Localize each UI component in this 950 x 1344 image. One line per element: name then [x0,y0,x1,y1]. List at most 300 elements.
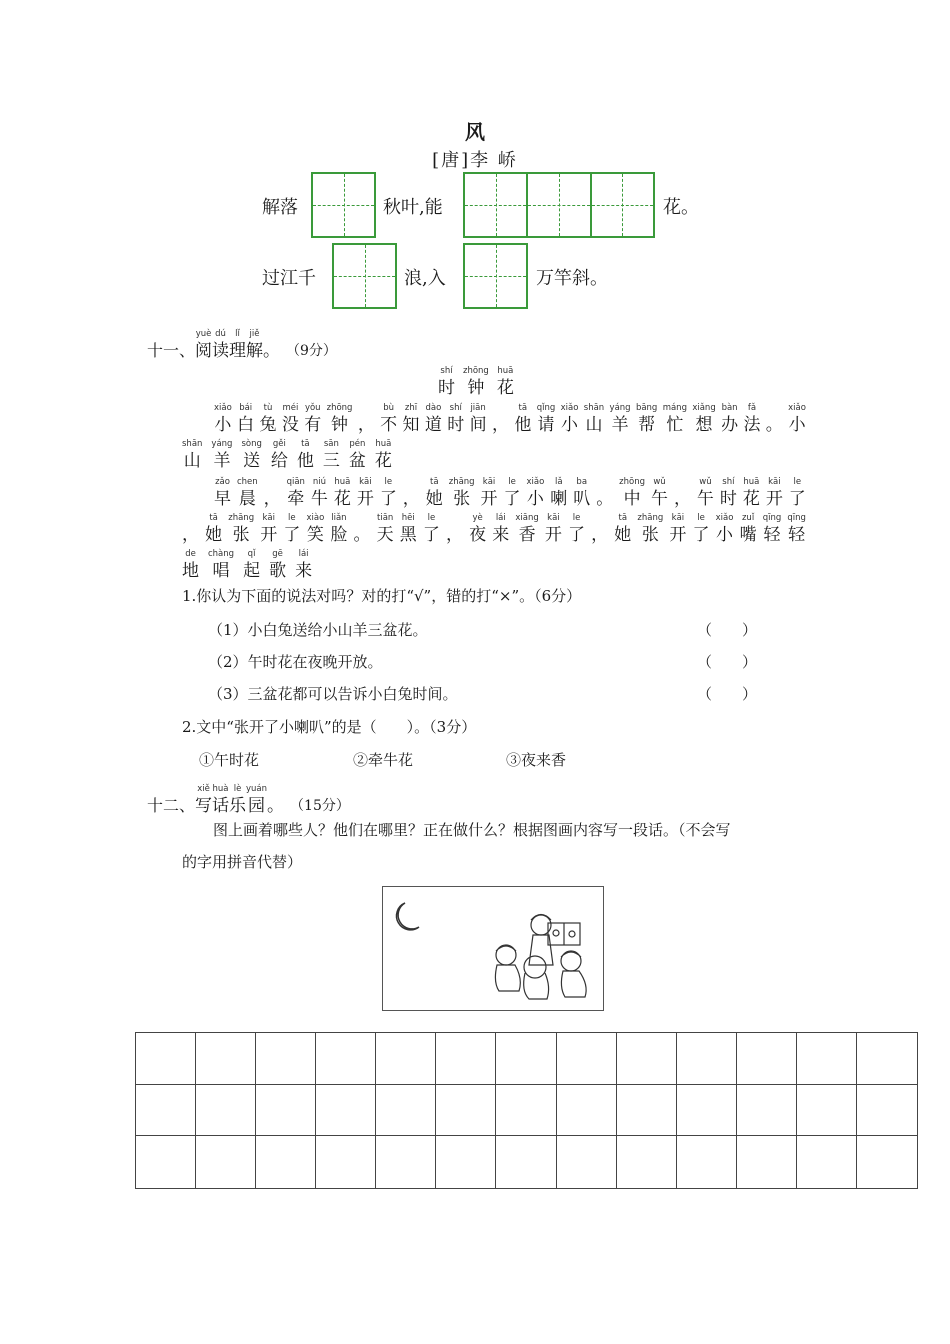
ruby-char [334,476,351,510]
hanzi: 香 [518,525,536,545]
ruby-char [358,402,375,436]
section-12-score: （15分） [290,798,350,814]
ruby-char [205,512,222,546]
pinyin: tā [618,513,628,523]
moon-icon [397,903,419,930]
pinyin: lè [233,784,242,794]
hanzi: 山 [183,451,201,471]
ruby-char [237,476,258,510]
hanzi: 不 [380,415,398,435]
poem-answer-box-3[interactable] [332,243,397,309]
pinyin: huà [212,784,229,794]
ruby-char [214,476,231,510]
ruby-char [515,512,538,546]
ruby-char [610,402,631,436]
hanzi: 笑 [306,525,324,545]
writing-cell[interactable] [797,1033,857,1085]
hanzi: 白 [237,415,255,435]
writing-cell[interactable] [797,1136,857,1188]
ruby-char [403,402,420,436]
option-1[interactable]: ①午时花 [199,751,260,769]
hanzi: 开 [480,489,498,509]
writing-cell[interactable] [256,1033,316,1085]
ruby-char [584,402,604,436]
hanzi: 花 [374,451,392,471]
hanzi: ， [263,489,281,509]
hanzi: 想 [695,415,713,435]
ruby-char [438,365,455,399]
hanzi: 午 [650,489,668,509]
pinyin: hēi [401,513,415,523]
ruby-char [720,476,737,510]
poem-answer-box-4[interactable] [463,243,528,309]
ruby-char [619,476,645,510]
hanzi: ， [357,415,375,435]
pinyin: zhōng [619,477,646,487]
ruby-char [297,438,314,472]
pinyin: kāi [671,513,685,523]
ruby-char [463,365,489,399]
ruby-char [447,402,464,436]
ruby-char [692,402,715,436]
pinyin: qǐ [247,549,256,559]
ruby-char [306,512,324,546]
hanzi: 时 [719,489,737,509]
writing-cell[interactable] [316,1033,376,1085]
hanzi: 盆 [348,451,366,471]
writing-cell[interactable] [737,1136,797,1188]
ruby-char [537,402,556,436]
poem-title: 风 [465,120,485,144]
pinyin: yè [472,513,483,523]
ruby-char [400,512,417,546]
poem-line1-part1: 解落 [262,197,298,218]
hanzi: ， [673,489,691,509]
hanzi: 了 [788,489,806,509]
ruby-char [182,438,202,472]
writing-cell[interactable] [557,1136,617,1188]
ruby-char [263,328,280,362]
ruby-char [492,402,509,436]
pinyin: ba [576,477,588,487]
children-storytelling-drawing [383,887,603,1010]
ruby-char [596,476,613,510]
pinyin: niú [312,477,326,487]
ruby-char [229,783,246,817]
hanzi: 歌 [269,561,287,581]
hanzi: 嘴 [739,525,757,545]
pinyin: pén [349,439,366,449]
hanzi: 帮 [638,415,656,435]
hanzi: ， [591,525,609,545]
pinyin: huā [497,366,514,376]
pinyin: zhōng [463,366,489,376]
poem-line2-part3: 万竿斜。 [536,268,608,289]
hanzi: 时 [447,415,465,435]
poem-line2-part2: 浪,入 [404,268,446,289]
pinyin: le [793,477,802,487]
hanzi: 早 [214,489,231,509]
story-para2-line2 [182,512,806,546]
hanzi: 轻 [788,525,806,545]
ruby-char [195,783,212,817]
ruby-char [260,512,277,546]
hanzi: 午 [696,489,714,509]
writing-cell[interactable] [376,1033,436,1085]
hanzi: 花 [333,489,351,509]
ruby-char [425,402,442,436]
poem-line2-part1: 过江千 [262,268,316,289]
question-1-item-2: （2）午时花在夜晚开放。 [208,653,383,671]
question-1-item-1: （1）小白兔送给小山羊三盆花。 [208,621,428,639]
writing-cell[interactable] [677,1085,737,1137]
ruby-char [637,512,663,546]
writing-cell[interactable] [376,1136,436,1188]
hanzi: 了 [568,525,586,545]
pinyin: shí [722,477,735,487]
writing-cell[interactable] [136,1136,196,1188]
ruby-char [663,402,687,436]
ruby-char [311,476,328,510]
writing-cell[interactable] [617,1085,677,1137]
pinyin: le [288,513,296,523]
pinyin: le [384,477,393,487]
pinyin: bàn [721,403,738,413]
writing-cell[interactable] [557,1085,617,1137]
writing-cell[interactable] [196,1136,256,1188]
section-12-title [195,783,284,817]
ruby-char [497,365,514,399]
ruby-char [212,328,229,362]
pinyin: le [508,477,516,487]
writing-cell[interactable] [196,1033,256,1085]
pinyin: xiǎo [715,513,734,523]
hanzi: 唱 [212,561,230,581]
ruby-char [246,783,267,817]
hanzi: 兔 [259,415,277,435]
writing-cell[interactable] [496,1085,556,1137]
pinyin: gěi [272,439,286,449]
pinyin: huā [334,477,351,487]
pinyin: jiě [249,329,260,339]
pinyin: le [427,513,436,523]
pinyin: máng [662,403,687,413]
ruby-char [182,512,199,546]
ruby-char [330,512,347,546]
hanzi: 送 [243,451,261,471]
writing-cell[interactable] [196,1085,256,1137]
answer-blank-2[interactable]: （ ） [697,653,758,671]
ruby-char [323,438,340,472]
hanzi: 了 [503,489,521,509]
writing-cell[interactable] [557,1033,617,1085]
ruby-char [380,476,397,510]
pinyin: huā [743,477,760,487]
ruby-char [743,402,760,436]
ruby-char [283,512,300,546]
pinyin: gē [272,549,283,559]
hanzi: 三 [322,451,340,471]
pinyin: qīng [787,513,806,523]
option-2[interactable]: ②牵牛花 [353,751,414,769]
poem-answer-box-1[interactable] [311,172,376,238]
section-12-label: 十二、 [147,796,196,815]
hanzi: 开 [356,489,374,509]
hanzi: 乐 [229,796,247,816]
pinyin: fǎ [747,403,757,413]
poem-line1-part3: 花。 [663,197,699,218]
pinyin: xiǎo [560,403,579,413]
pinyin: tā [518,403,528,413]
ruby-char [789,476,806,510]
pinyin: liǎn [331,513,347,523]
ruby-char [561,402,579,436]
writing-cell[interactable] [857,1033,917,1085]
ruby-char [246,328,263,362]
story-para2-line1 [214,476,806,510]
writing-cell[interactable] [677,1136,737,1188]
hanzi: 喇 [550,489,568,509]
section-11-title [195,328,280,362]
pinyin: lái [298,549,309,559]
writing-cell[interactable] [496,1033,556,1085]
ruby-char [614,512,631,546]
answer-blank-3[interactable]: （ ） [697,685,758,703]
pinyin: xiào [306,513,325,523]
pinyin: xiǎo [526,477,545,487]
ruby-char [787,512,806,546]
pinyin: chàng [208,549,235,559]
hanzi: 牵 [287,489,305,509]
pinyin: zhāng [228,513,255,523]
pinyin: qīng [762,513,782,523]
ruby-char [243,548,260,582]
hanzi: 小 [214,415,232,435]
hanzi: 黑 [399,525,417,545]
hanzi: 叭 [573,489,591,509]
pinyin: shān [182,439,203,449]
ruby-char [481,476,498,510]
ruby-char [423,512,440,546]
writing-cell[interactable] [737,1033,797,1085]
pinyin: tù [263,403,273,413]
pinyin: wǔ [699,477,712,487]
hanzi: 有 [304,415,322,435]
ruby-char [195,328,212,362]
writing-cell[interactable] [436,1136,496,1188]
pinyin: shí [440,366,453,376]
writing-cell[interactable] [496,1136,556,1188]
ruby-char [636,402,657,436]
ruby-char [287,476,305,510]
section-11-score: （9分） [286,343,337,359]
pinyin: yáng [609,403,631,413]
hanzi: 了 [283,525,301,545]
ruby-char [182,548,199,582]
hanzi: 读 [212,341,230,361]
ruby-char [269,548,286,582]
pinyin: tiān [377,513,394,523]
option-3[interactable]: ③夜来香 [506,751,567,769]
hanzi: 。 [353,525,371,545]
hanzi: 张 [453,489,471,509]
ruby-char [545,512,562,546]
writing-cell[interactable] [857,1085,917,1137]
hanzi: 牛 [310,489,328,509]
poem-line1-part2: 秋叶,能 [383,197,443,218]
hanzi: 请 [537,415,555,435]
pinyin: zhōng [326,403,353,413]
hanzi: 张 [232,525,250,545]
writing-cell[interactable] [677,1033,737,1085]
ruby-char [271,438,288,472]
hanzi: 小 [788,415,806,435]
hanzi: 晨 [238,489,256,509]
pinyin: xiǎng [692,403,716,413]
pinyin: sòng [241,439,262,449]
pinyin: lǐ [235,329,240,339]
pinyin: xiě [197,784,210,794]
hanzi: 羊 [611,415,629,435]
writing-cell[interactable] [316,1085,376,1137]
writing-grid[interactable] [135,1032,918,1189]
pinyin: jiān [470,403,486,413]
writing-cell[interactable] [617,1033,677,1085]
writing-cell[interactable] [136,1033,196,1085]
ruby-char [492,512,509,546]
pinyin: huā [375,439,392,449]
ruby-char [211,438,232,472]
section-12-heading [147,783,350,817]
ruby-char [514,402,531,436]
ruby-char [550,476,567,510]
pinyin: zhāng [448,477,475,487]
writing-cell[interactable] [256,1136,316,1188]
hanzi: 羊 [213,451,231,471]
ruby-char [267,783,284,817]
hanzi: 了 [422,525,440,545]
ruby-char [357,476,374,510]
writing-cell[interactable] [436,1033,496,1085]
hanzi: ， [446,525,464,545]
question-2: 2.文中“张开了小喇叭”的是（ ）。（3分） [182,718,477,736]
question-1: 1.你认为下面的说法对吗？对的打“√”，错的打“×”。（6分） [182,587,582,605]
hanzi: 间 [469,415,487,435]
poem-author: [唐]李 峤 [432,150,518,171]
pinyin: zǎo [215,477,230,487]
pinyin: xiǎo [788,403,806,413]
hanzi: 山 [585,415,603,435]
hanzi: 她 [205,525,223,545]
pinyin: kāi [547,513,560,523]
hanzi: 小 [716,525,734,545]
writing-cell[interactable] [136,1085,196,1137]
hanzi: 法 [743,415,761,435]
pinyin: xiǎo [214,403,232,413]
hanzi: 轻 [763,525,781,545]
ruby-char [763,512,782,546]
ruby-char [228,512,254,546]
pinyin: de [185,549,196,559]
hanzi: 忙 [666,415,684,435]
ruby-char [426,476,443,510]
pinyin: méi [282,403,299,413]
ruby-char [377,512,394,546]
hanzi: 了 [692,525,710,545]
hanzi: 来 [295,561,313,581]
hanzi: 她 [425,489,443,509]
hanzi: 她 [614,525,632,545]
pinyin: zhī [404,403,418,413]
story-para2-line3 [182,548,312,582]
pinyin: kāi [482,477,496,487]
writing-cell[interactable] [436,1085,496,1137]
pinyin: dào [425,403,442,413]
writing-cell[interactable] [617,1136,677,1188]
pinyin: lǎ [554,477,563,487]
hanzi: 小 [526,489,544,509]
pinyin: kāi [768,477,781,487]
hanzi: 开 [544,525,562,545]
pinyin: zhāng [637,513,664,523]
hanzi: 时 [438,378,455,398]
hanzi: 天 [376,525,394,545]
ruby-char [241,438,261,472]
ruby-char [237,402,254,436]
hanzi: 解 [246,341,264,361]
pinyin: lái [495,513,506,523]
story-para1-line1 [214,402,806,436]
hanzi: 。 [267,796,285,816]
ruby-char [354,512,371,546]
ruby-char [651,476,668,510]
hanzi: ， [491,415,509,435]
pinyin: qǐng [536,403,556,413]
pinyin: dú [215,329,226,339]
hanzi: 他 [514,415,532,435]
ruby-char [766,476,783,510]
pinyin: yuè [195,329,212,339]
pinyin: tā [301,439,310,449]
answer-blank-1[interactable]: （ ） [697,621,758,639]
writing-cell[interactable] [256,1085,316,1137]
hanzi: 夜 [469,525,487,545]
hanzi: 给 [270,451,288,471]
ruby-char [697,476,714,510]
hanzi: 了 [379,489,397,509]
ruby-char [380,402,397,436]
writing-cell[interactable] [857,1136,917,1188]
section-11-heading [147,328,337,362]
poem-answer-box-2[interactable] [463,172,655,238]
pinyin: tā [209,513,218,523]
ruby-char [212,783,229,817]
ruby-char [304,402,321,436]
writing-cell[interactable] [376,1085,436,1137]
writing-cell[interactable] [316,1136,376,1188]
ruby-char [469,512,486,546]
hanzi: 。 [765,415,783,435]
ruby-char [504,476,521,510]
writing-cell[interactable] [797,1085,857,1137]
ruby-char [264,476,281,510]
hanzi: 园 [248,796,266,816]
hanzi: 来 [492,525,510,545]
ruby-char [740,512,757,546]
hanzi: 小 [561,415,578,435]
ruby-char [295,548,312,582]
writing-cell[interactable] [737,1085,797,1137]
